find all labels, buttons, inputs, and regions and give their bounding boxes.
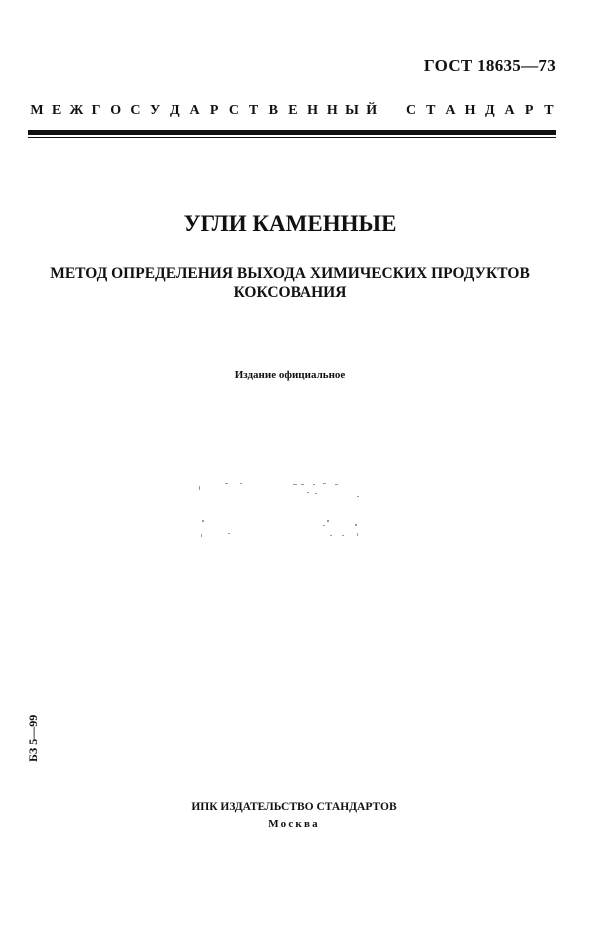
heading-letter: Г xyxy=(91,103,101,118)
heading-letter: Й xyxy=(366,103,378,118)
heading-letter: Т xyxy=(248,103,259,118)
heading-letter: Е xyxy=(52,103,62,118)
heading-letter: Н xyxy=(464,103,476,118)
heading-letter: Д xyxy=(484,103,495,118)
heading-letter: Д xyxy=(169,103,180,118)
subtitle-line-1: МЕТОД ОПРЕДЕЛЕНИЯ ВЫХОДА ХИМИЧЕСКИХ ПРОДУКТОВ xyxy=(50,265,530,282)
side-note-text: БЗ 5—99 xyxy=(26,714,40,762)
heading-letter: С xyxy=(228,103,239,118)
heading-letter: Ы xyxy=(345,103,359,118)
heading-letter: Р xyxy=(209,103,219,118)
heading-letter: С xyxy=(130,103,141,118)
standard-code: ГОСТ 18635—73 xyxy=(423,56,556,75)
heading-letter: Н xyxy=(326,103,338,118)
scan-specks xyxy=(195,476,365,546)
subtitle-line-2: КОКСОВАНИЯ xyxy=(233,284,347,301)
edition-label: Издание официальное xyxy=(234,369,346,381)
header-rule-thick xyxy=(28,130,556,135)
heading-gap xyxy=(384,103,398,119)
heading-letter: О xyxy=(110,103,122,118)
heading-letter: Ж xyxy=(69,103,84,118)
heading-letter: А xyxy=(189,103,200,118)
heading-letter: А xyxy=(445,103,456,118)
heading-letter: В xyxy=(268,103,278,118)
heading-letter: У xyxy=(149,103,161,118)
heading-letter: А xyxy=(504,103,515,118)
publisher: ИПК ИЗДАТЕЛЬСТВО СТАНДАРТОВ xyxy=(191,801,397,813)
header-rule-thin xyxy=(28,137,556,138)
document-title: УГЛИ КАМЕННЫЕ xyxy=(183,211,397,236)
heading-letter: Т xyxy=(544,103,554,118)
city: Москва xyxy=(268,818,320,830)
interstate-standard-heading xyxy=(30,103,556,119)
heading-letter: Е xyxy=(288,103,298,118)
heading-letter: Т xyxy=(426,103,436,118)
heading-letter: Р xyxy=(524,103,534,118)
side-note xyxy=(26,712,42,762)
heading-letter: Н xyxy=(307,103,319,118)
document-subtitle xyxy=(0,264,580,302)
heading-letter: М xyxy=(30,103,44,118)
heading-letter: С xyxy=(406,103,417,118)
